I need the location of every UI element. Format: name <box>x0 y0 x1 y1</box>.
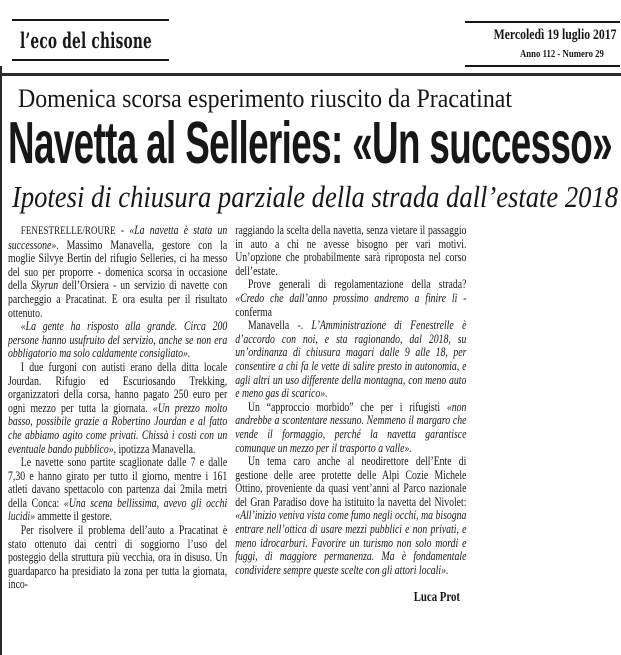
text-segment: - conferma <box>235 290 467 319</box>
logo-rule-bottom <box>12 59 169 61</box>
text-segment: raggiando la scelta della navetta, senza vietare il passaggio in auto a chi ne avesse bisogno per vari motivi. Un’opzione che probabilmente sarà riproposta nel corso dell’estate. <box>235 223 467 278</box>
text-segment: «Credo che dall’anno prossimo andremo a finire lì <box>235 290 458 305</box>
masthead-divider-rule <box>0 73 621 76</box>
paragraph <box>8 320 227 361</box>
article-headline: Navetta al Selleries: «Un successo» <box>8 110 612 176</box>
text-segment: - <box>115 223 130 237</box>
issue-number: Anno 112 - Numero 29 <box>520 49 604 60</box>
text-segment: L’Amministrazione di Fenestrelle è d’accordo con noi, e sta ragionando, dal 2018, su un’ordinanza di chiusura magari dalle 9 alle 18, per consentire a chi fa le vette di salire presto in autonomia, e agli altri un uso differente della montagna, con meno auto e meno gas di scarico». <box>235 318 467 401</box>
article-left-rule <box>0 66 2 655</box>
paragraph <box>8 224 227 320</box>
text-segment: Le navette sono partite scaglionate dalle 7 e dalle 7,30 e hanno girato per tutto il giorno, mentre i 161 atleti davano spettacolo con partenza dai 2mila metri della Conca: <box>8 455 228 510</box>
article-column-left <box>8 224 227 604</box>
text-segment: «La navetta è stata un successone» <box>8 223 228 252</box>
paragraph <box>235 319 466 401</box>
text-segment: FENESTRELLE/ROURE <box>20 225 116 237</box>
article-byline: Luca Prot <box>413 589 460 605</box>
text-segment: Manavella -. <box>248 318 312 333</box>
article-body <box>8 224 466 604</box>
paragraph <box>235 455 466 577</box>
newspaper-logo <box>12 19 169 61</box>
date-rule-bottom <box>465 65 620 67</box>
text-segment: Skyrun <box>31 278 59 293</box>
issue-date: Mercoledì 19 luglio 2017 <box>493 27 617 43</box>
text-segment: «La gente ha risposto alla grande. Circa 200 persone hanno usufruito del servizio, anche se non era obbligatorio ma solo caldamente consigliato». <box>8 319 228 361</box>
text-segment: I due furgoni con autisti erano della ditta locale Jourdan. Rifugio ed Escuriosando Trekking, organizzatori della corsa, hanno pagato 250 euro per ogni mezzo per tutta la giornata. <box>8 359 228 415</box>
issue-date-block <box>465 21 620 67</box>
paragraph <box>235 278 466 319</box>
paragraph <box>235 224 466 278</box>
text-segment: ammette il gestore. <box>35 509 112 524</box>
paragraph <box>235 401 466 455</box>
text-segment: Un tema caro anche al neodirettore dell’Ente di gestione delle aree protette delle Alpi Cozie Michele Ottino, proveniente da quasi vent’anni al Parco nazionale del Gran Paradiso dove ha istituito la navetta del Nivolet: <box>235 454 467 509</box>
text-segment: dell’Orsiera - un servizio di navette con parcheggio a Pracatinat. E ora esulta per il risultato ottenuto. <box>8 278 228 320</box>
text-segment: Prove generali di regolamentazione della strada? <box>248 277 467 292</box>
text-segment: «non andrebbe a scontentare nessuno. Nemmeno il margaro che vende il formaggio, perché la navetta garantisce comunque un mezzo per il trasporto a valle». <box>235 399 467 455</box>
text-segment: . Massimo Manavella, gestore con la moglie Silvye Bertin del rifugio Selleries, ci ha messo del suo per proporre - domenica scorsa in occasione della <box>8 237 228 293</box>
text-segment: Un “approccio morbido” che per i rifugisti <box>248 399 447 414</box>
text-segment: Per risolvere il problema dell’auto a Pracatinat è stato ottenuto dai centri di soggiorno l’uso del posteggio della struttura più vecchia, ora in disuso. Un guardaparco ha presidiato la zona per tutta la giornata, inco- <box>8 523 228 592</box>
paragraph <box>8 456 227 524</box>
article-column-right <box>235 224 466 604</box>
article-subhead: Ipotesi di chiusura parziale della strada dall’estate 2018 <box>12 179 618 214</box>
text-segment: «All’inizio veniva vista come fumo negli occhi, ma bisogna entrare nell’ottica di usare mezzi pubblici e non privati, e meno idrocarburi. Favorire un turismo non solo mordi e fuggi, di maggiore permanenza. Ma è fondamentale condividere sempre queste scelte con gli attori locali». <box>235 508 467 577</box>
text-segment: «Una scena bellissima, avevo gli occhi lucidi» <box>8 495 228 524</box>
text-segment: , ipotizza Manavella. <box>113 441 196 456</box>
paragraph <box>8 361 227 456</box>
article-kicker: Domenica scorsa esperimento riuscito da Pracatinat <box>18 84 512 113</box>
text-segment: «Un prezzo molto basso, possibile grazie a Robertino Jourdan e al fatto che abbiamo agito come privati. Chissà i costi con un eventuale bando pubblico» <box>8 400 228 456</box>
newspaper-logo-text: l’eco del chisone <box>20 28 152 53</box>
paragraph <box>8 524 227 592</box>
